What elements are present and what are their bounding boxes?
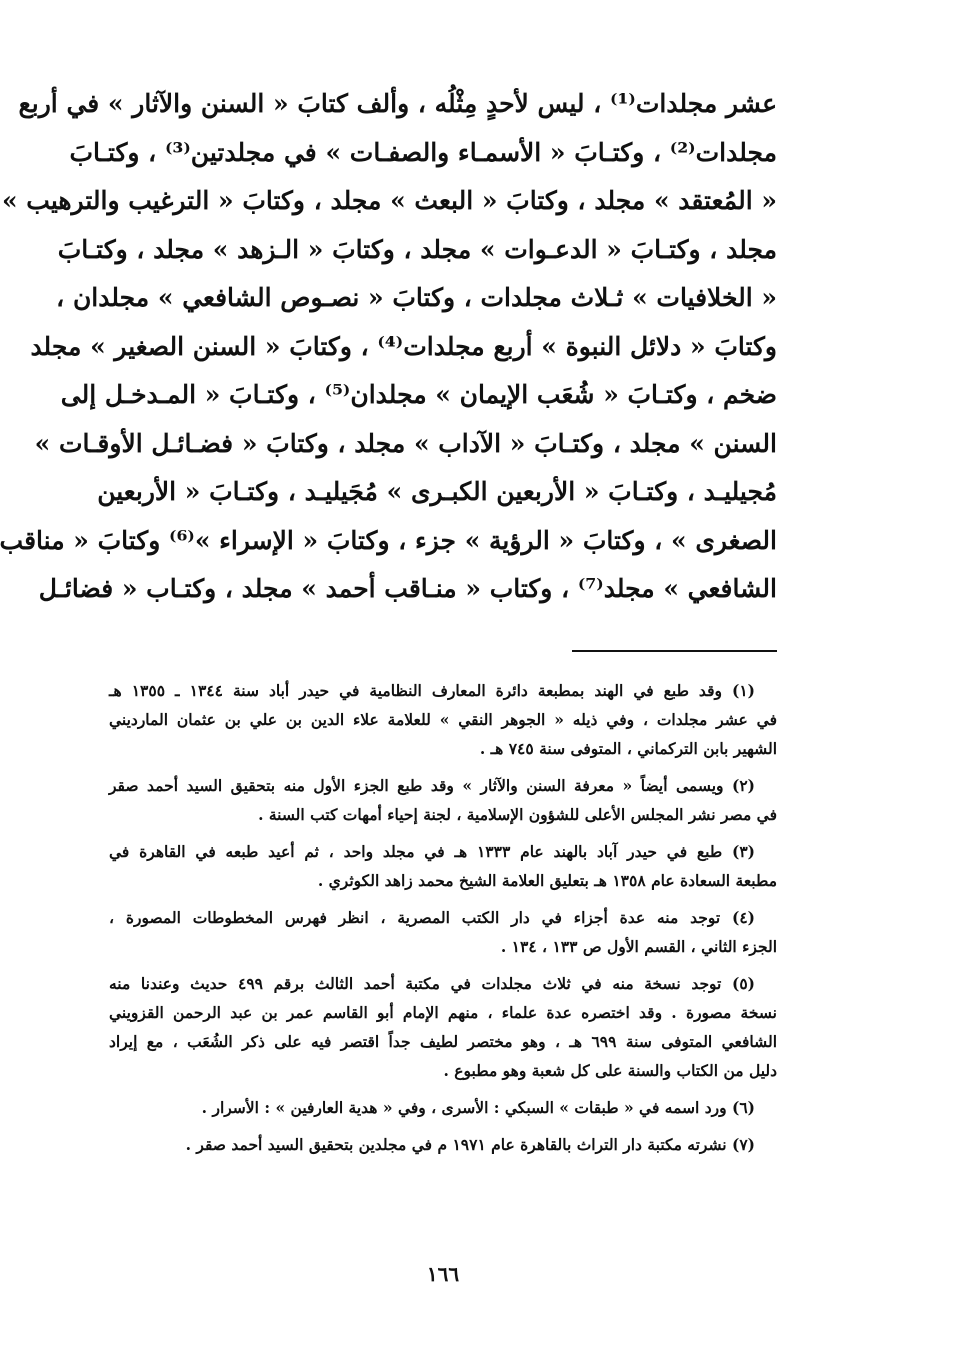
footnote-separator [572, 650, 777, 652]
footnote-line: (٣) طبع في حيدر آباد بالهند عام ١٣٣٣ هـ في مجلد واحد ، ثم أعيد طبعه في القاهرة في [109, 842, 756, 861]
footnote-line: في مصر نشر المجلس الأعلى للشؤون الإسلامية ، لجنة إحياء أمهات كتب السنة . [258, 805, 777, 824]
page-number: ١٦٦ [426, 1262, 460, 1286]
body-line: الصغرى » ، وكتابَ « الرؤية » جزء ، وكتابَ « الإسراء »⁽⁶⁾ وكتابَ « مناقب [0, 525, 777, 555]
footnotes-section [109, 676, 777, 1167]
footnote-line: (٢) ويسمى أيضاً « معرفة السنن والآثار » وقد طبع الجزء الأول منه بتحقيق السيد أحمد صقر [109, 776, 755, 795]
footnote-3 [109, 837, 777, 895]
body-line: ضخم ، وكتـابَ « شُعَب الإيمان » مجلدان⁽⁵⁾ ، وكتـابَ « المـدخـل إلى [60, 380, 777, 409]
main-body-text [0, 80, 777, 614]
footnote-line: الشافعي المتوفى سنة ٦٩٩ هـ ، وهو مختصر لطيف جداً اقتصر فيه على ذكر الشُعَب ، مع إيراد [109, 1032, 777, 1051]
footnote-line: مطبعة السعادة عام ١٣٥٨ هـ بتعليق العلامة الشيخ محمد زاهد الكوثري . [317, 871, 777, 890]
body-line: وكتابَ « دلائل النبوة » أربع مجلدات⁽⁴⁾ ، وكتابَ « السنن الصغير » مجلد [30, 331, 777, 361]
footnote-6 [109, 1093, 777, 1122]
footnote-line: في عشر مجلدات ، وفي ذيله « الجوهر النقي » للعلامة علاء الدين بن علي بن عثمان المارديني [109, 710, 777, 729]
footnote-line: الجزء الثاني ، القسم الأول ص ١٣٣ ، ١٣٤ . [500, 937, 777, 956]
footnote-2 [109, 771, 777, 829]
body-line: عشر مجلدات⁽¹⁾ ، ليس لأحدٍ مِثْلُه ، وألف كتابَ « السنن والآثار » في أربع [18, 89, 777, 118]
footnote-line: دليل من الكتاب والسنة على كل شعبة وهو مطبوع . [443, 1061, 777, 1080]
footnote-line: الشهير بابن التركماني ، المتوفى سنة ٧٤٥ هـ . [479, 739, 777, 758]
body-line: السنن » مجلد ، وكتـابَ « الآداب » مجلد ، وكتابَ « فضـائـل الأوقـات » [34, 428, 777, 458]
body-line: الشافعي » مجلد⁽⁷⁾ ، وكتاب « منـاقب أحمد » مجلد ، وكتـاب « فضائـل [38, 574, 777, 603]
footnote-line: نسخة مصورة . وقد اختصره عدة علماء ، منهم الإمام أبو القاسم عمر بن عبد الرحمن القزويني [109, 1003, 777, 1022]
footnote-line: (١) وقد طبع في الهند بمطبعة دائرة المعارف النظامية في حيدر أباد سنة ١٣٤٤ ـ ١٣٥٥ هـ [109, 681, 755, 700]
footnote-5 [109, 969, 777, 1085]
body-line: « المُعتقد » مجلد ، وكتابَ « البعث » مجلد ، وكتابَ « الترغيب والترهيب » [1, 186, 777, 215]
footnote-1 [109, 676, 777, 763]
footnote-4 [109, 903, 777, 961]
body-line: مُجيليـد ، وكتـابَ « الأربعين الكبـرى » مُجَيليـد ، وكتـابَ « الأربعين [97, 477, 777, 506]
footnote-line: (٤) توجد منه عدة أجزاء في دار الكتب المصرية ، انظر فهرس المخطوطات المصورة ، [109, 908, 755, 927]
body-line: « الخلافيات » ثـلاث مجلدات ، وكتابَ « نصـوص الشافعي » مجلدان ، [56, 283, 777, 312]
body-line: مجلد ، وكتـابَ « الدعـوات » مجلد ، وكتابَ « الـزهد » مجلد ، وكتـابَ [57, 234, 777, 264]
footnote-7 [109, 1130, 777, 1159]
book-page [0, 80, 777, 1330]
footnote-line: (٦) ورد اسمه في « طبقات » السبكي : الأسرى ، وفي « هدية العارفين » : الأسرار . [201, 1098, 755, 1117]
footnote-line: (٧) نشرته مكتبة دار التراث بالقاهرة عام ١٩٧١ م في مجلدين بتحقيق السيد أحمد صقر . [185, 1135, 755, 1154]
body-line: مجلدات⁽²⁾ ، وكتـابَ « الأسمـاء والصفـات » في مجلدتين⁽³⁾ ، وكتـابَ [69, 137, 777, 167]
footnote-line: (٥) توجد نسخة منه في ثلاث مجلدات في مكتبة أحمد الثالث برقم ٤٩٩ حديث وعندنا منه [109, 974, 755, 993]
